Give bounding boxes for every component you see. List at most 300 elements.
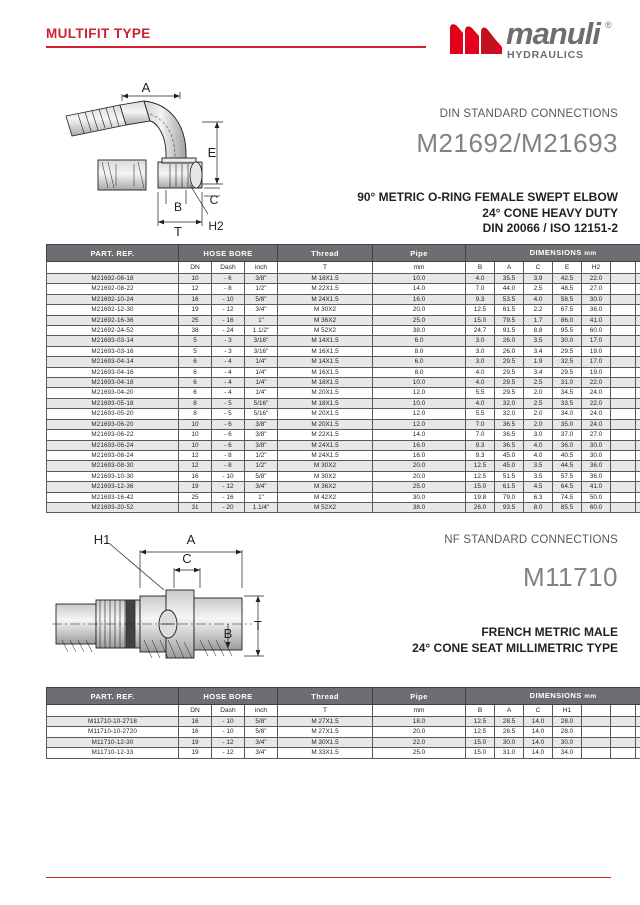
group-header-thread-2: Thread bbox=[278, 688, 373, 705]
table-cell: 22.0 bbox=[582, 398, 611, 408]
table-cell: 12.0 bbox=[373, 419, 466, 429]
table-cell: 79.5 bbox=[495, 315, 524, 325]
table-cell: 3/8" bbox=[245, 430, 278, 440]
table-cell: M 24X1.5 bbox=[278, 450, 373, 460]
french-metric-male-technical-drawing bbox=[52, 530, 284, 690]
table-cell: 34.5 bbox=[553, 388, 582, 398]
table-cell: 36.5 bbox=[495, 430, 524, 440]
table-cell: 1.9 bbox=[524, 357, 553, 367]
table-cell bbox=[636, 461, 640, 471]
table-cell: 10 bbox=[179, 430, 212, 440]
table-cell: 25.0 bbox=[373, 315, 466, 325]
sub-header-2-mm: mm bbox=[373, 705, 466, 717]
table-cell: 10.0 bbox=[373, 274, 466, 284]
table-cell: M 27X1.5 bbox=[278, 727, 373, 737]
table-cell: 2.5 bbox=[524, 398, 553, 408]
table-cell bbox=[636, 274, 640, 284]
table-cell: 20.0 bbox=[373, 461, 466, 471]
table-cell: 8 bbox=[179, 409, 212, 419]
table-cell: - 24 bbox=[212, 326, 245, 336]
table-row bbox=[47, 482, 640, 492]
table-cell: 10 bbox=[179, 274, 212, 284]
table-cell: 20.0 bbox=[373, 471, 466, 481]
table-cell: - 6 bbox=[212, 274, 245, 284]
table-cell bbox=[611, 430, 636, 440]
table-cell: 29.5 bbox=[495, 378, 524, 388]
table-cell bbox=[636, 717, 640, 727]
table-cell: 3/4" bbox=[245, 482, 278, 492]
table-cell: - 5 bbox=[212, 409, 245, 419]
table-cell: 6.3 bbox=[524, 492, 553, 502]
table-cell bbox=[636, 409, 640, 419]
table-cell: 19 bbox=[179, 748, 212, 758]
cell-part-ref: M21693-04-16 bbox=[47, 367, 179, 377]
table-cell: 16.0 bbox=[373, 440, 466, 450]
din-table-body bbox=[47, 274, 640, 513]
table-cell: 19.8 bbox=[466, 492, 495, 502]
sub-header-11 bbox=[611, 262, 636, 274]
table-cell: - 10 bbox=[212, 717, 245, 727]
nf-connections-table bbox=[46, 687, 640, 759]
table-cell: - 10 bbox=[212, 294, 245, 304]
table-cell: 4.0 bbox=[466, 274, 495, 284]
sub-header-2-12 bbox=[636, 705, 640, 717]
table-cell bbox=[636, 346, 640, 356]
table-cell: 3.5 bbox=[524, 461, 553, 471]
svg-text:B: B bbox=[223, 626, 233, 641]
sub-header-a: A bbox=[495, 262, 524, 274]
logo-subtitle: HYDRAULICS bbox=[507, 49, 584, 61]
cell-part-ref: M21693-08-30 bbox=[47, 461, 179, 471]
table-cell: 12.5 bbox=[466, 727, 495, 737]
table-cell: 18.0 bbox=[373, 717, 466, 727]
svg-text:A: A bbox=[141, 80, 151, 95]
table-cell: 1/2" bbox=[245, 450, 278, 460]
table-cell: - 3 bbox=[212, 346, 245, 356]
table-cell bbox=[636, 284, 640, 294]
table-group-header-row bbox=[47, 245, 640, 262]
table-cell: 16.0 bbox=[373, 294, 466, 304]
table-cell: 1/4" bbox=[245, 367, 278, 377]
table-cell: 8.0 bbox=[373, 346, 466, 356]
table-cell: 25.0 bbox=[373, 482, 466, 492]
table-row bbox=[47, 727, 640, 737]
table-cell: 36.0 bbox=[553, 440, 582, 450]
table-cell: - 5 bbox=[212, 398, 245, 408]
table-cell: M 18X1.5 bbox=[278, 398, 373, 408]
table-cell: 16.0 bbox=[373, 450, 466, 460]
table-row bbox=[47, 294, 640, 304]
table-cell: 9.3 bbox=[466, 440, 495, 450]
table-cell: 5/8" bbox=[245, 727, 278, 737]
table-cell: 35.0 bbox=[553, 419, 582, 429]
group-header-hose-bore-2: HOSE BORE bbox=[179, 688, 278, 705]
table-cell: 30.0 bbox=[373, 492, 466, 502]
table-cell: 3.4 bbox=[524, 367, 553, 377]
table-cell bbox=[611, 492, 636, 502]
table-cell: 30.0 bbox=[582, 450, 611, 460]
cell-part-ref: M21692-10-24 bbox=[47, 294, 179, 304]
table-row bbox=[47, 378, 640, 388]
table-cell bbox=[582, 727, 611, 737]
table-cell: 29.5 bbox=[495, 388, 524, 398]
table-cell: M 30X2 bbox=[278, 461, 373, 471]
cell-part-ref: M21693-04-20 bbox=[47, 388, 179, 398]
table-cell: - 12 bbox=[212, 482, 245, 492]
table-cell: 3/8" bbox=[245, 419, 278, 429]
table-cell: 12.5 bbox=[466, 461, 495, 471]
group-header-hose-bore: HOSE BORE bbox=[179, 245, 278, 262]
table-cell: 22.0 bbox=[582, 274, 611, 284]
table-cell: 36.5 bbox=[495, 419, 524, 429]
sub-header-inch: inch bbox=[245, 262, 278, 274]
table-row bbox=[47, 461, 640, 471]
table-cell: 6 bbox=[179, 357, 212, 367]
svg-text:H1: H1 bbox=[93, 532, 111, 547]
table-cell: 1" bbox=[245, 315, 278, 325]
table-cell: 10 bbox=[179, 440, 212, 450]
svg-text:C: C bbox=[182, 551, 192, 566]
table-cell: 6.0 bbox=[373, 336, 466, 346]
table-cell: 44.0 bbox=[495, 284, 524, 294]
table-cell bbox=[582, 737, 611, 747]
table-cell: 3/16" bbox=[245, 346, 278, 356]
table-cell bbox=[611, 326, 636, 336]
table-cell: 16 bbox=[179, 717, 212, 727]
table-cell bbox=[636, 398, 640, 408]
table-cell bbox=[636, 440, 640, 450]
sub-header-c: C bbox=[524, 262, 553, 274]
table-cell: 24.7 bbox=[466, 326, 495, 336]
table-cell: - 10 bbox=[212, 471, 245, 481]
table-cell bbox=[636, 482, 640, 492]
table-cell: 3.9 bbox=[524, 274, 553, 284]
table-cell: 4.0 bbox=[466, 398, 495, 408]
table-cell: 4.0 bbox=[466, 367, 495, 377]
table-cell bbox=[611, 450, 636, 460]
table-cell: 14.0 bbox=[373, 430, 466, 440]
section-1-code: M21692/M21693 bbox=[416, 128, 618, 158]
table-cell: 7.0 bbox=[466, 419, 495, 429]
table-cell: 16 bbox=[179, 294, 212, 304]
cell-part-ref: M11710-10-2718 bbox=[47, 717, 179, 727]
table-cell bbox=[611, 315, 636, 325]
table-row bbox=[47, 450, 640, 460]
sub-header-b: B bbox=[466, 262, 495, 274]
table-cell: 12.0 bbox=[373, 388, 466, 398]
table-cell: - 4 bbox=[212, 367, 245, 377]
table-cell: 14.0 bbox=[373, 284, 466, 294]
svg-text:T: T bbox=[174, 224, 182, 239]
table-cell bbox=[636, 737, 640, 747]
table-cell: 7.0 bbox=[466, 284, 495, 294]
sub-header-2-dn: DN bbox=[179, 705, 212, 717]
group-header-dimensions-2 bbox=[466, 688, 640, 705]
table-cell: 1.7 bbox=[524, 315, 553, 325]
table-cell: 1/4" bbox=[245, 378, 278, 388]
table-cell: 2.5 bbox=[524, 378, 553, 388]
group-header-pipe: Pipe bbox=[373, 245, 466, 262]
table-cell: 35.5 bbox=[495, 274, 524, 284]
table-cell: 32.0 bbox=[495, 398, 524, 408]
table-row bbox=[47, 357, 640, 367]
table-row bbox=[47, 430, 640, 440]
table-cell: 12.0 bbox=[373, 409, 466, 419]
sub-header-dash: Dash bbox=[212, 262, 245, 274]
sub-header-2-b: B bbox=[466, 705, 495, 717]
table-cell: 12 bbox=[179, 461, 212, 471]
sub-header-2-dash: Dash bbox=[212, 705, 245, 717]
table-row bbox=[47, 367, 640, 377]
table-cell bbox=[611, 305, 636, 315]
table-cell bbox=[611, 388, 636, 398]
cell-part-ref: M21693-06-20 bbox=[47, 419, 179, 429]
table-cell: 26.0 bbox=[495, 346, 524, 356]
table-cell bbox=[582, 717, 611, 727]
table-cell: 29.5 bbox=[495, 367, 524, 377]
table-cell: 5 bbox=[179, 336, 212, 346]
cell-part-ref: M21693-05-20 bbox=[47, 409, 179, 419]
table-cell: 41.0 bbox=[582, 482, 611, 492]
table-cell: M 16X1.5 bbox=[278, 346, 373, 356]
table-cell: 15.0 bbox=[466, 482, 495, 492]
table-cell: - 4 bbox=[212, 388, 245, 398]
cell-part-ref: M21693-10-30 bbox=[47, 471, 179, 481]
table-cell: 3/4" bbox=[245, 305, 278, 315]
table-cell bbox=[636, 419, 640, 429]
table-cell: 5/8" bbox=[245, 717, 278, 727]
table-cell: 5.5 bbox=[466, 409, 495, 419]
table-cell: 31.0 bbox=[495, 748, 524, 758]
cell-part-ref: M21693-12-36 bbox=[47, 482, 179, 492]
table-cell: 26.0 bbox=[495, 336, 524, 346]
cell-part-ref: M21693-08-24 bbox=[47, 450, 179, 460]
table-cell: M 24X1.5 bbox=[278, 294, 373, 304]
sub-header-e: E bbox=[553, 262, 582, 274]
table-cell: 4.0 bbox=[466, 378, 495, 388]
table-cell: 3.0 bbox=[466, 346, 495, 356]
table-cell: - 4 bbox=[212, 378, 245, 388]
table-cell: 2.2 bbox=[524, 305, 553, 315]
table-cell: 14.0 bbox=[524, 737, 553, 747]
table-cell: 28.5 bbox=[495, 717, 524, 727]
table-cell: 25 bbox=[179, 492, 212, 502]
table-cell: 7.0 bbox=[466, 430, 495, 440]
table-cell: 53.5 bbox=[495, 294, 524, 304]
table-cell: 10.0 bbox=[373, 398, 466, 408]
table-cell bbox=[611, 357, 636, 367]
table-cell: 2.5 bbox=[524, 284, 553, 294]
table-cell: M 22X1.5 bbox=[278, 430, 373, 440]
table-cell bbox=[636, 748, 640, 758]
table-cell: 36.5 bbox=[495, 440, 524, 450]
table-cell: 45.0 bbox=[495, 461, 524, 471]
table-cell: M 52X2 bbox=[278, 502, 373, 512]
table-cell bbox=[636, 430, 640, 440]
table-cell: 36.0 bbox=[582, 305, 611, 315]
table-cell: 29.5 bbox=[495, 357, 524, 367]
table-cell: 26.0 bbox=[466, 502, 495, 512]
table-cell: 38.0 bbox=[373, 326, 466, 336]
table-cell: 3.0 bbox=[466, 336, 495, 346]
table-cell: 40.5 bbox=[553, 450, 582, 460]
table-cell bbox=[636, 357, 640, 367]
group-header-dimensions-unit-2: mm bbox=[584, 693, 597, 700]
table-cell: 2.0 bbox=[524, 409, 553, 419]
table-cell: 30.0 bbox=[582, 294, 611, 304]
table-row bbox=[47, 326, 640, 336]
table-cell bbox=[636, 502, 640, 512]
table-cell: M 52X2 bbox=[278, 326, 373, 336]
table-cell: 8.0 bbox=[373, 367, 466, 377]
table-cell: 2.0 bbox=[524, 388, 553, 398]
table-cell: 86.0 bbox=[553, 315, 582, 325]
table-cell bbox=[636, 471, 640, 481]
table-cell: 1/2" bbox=[245, 461, 278, 471]
table-cell: 12 bbox=[179, 450, 212, 460]
table-cell: M 18X1.5 bbox=[278, 378, 373, 388]
table-cell bbox=[636, 378, 640, 388]
group-header-dimensions bbox=[466, 245, 640, 262]
table-cell: 37.0 bbox=[553, 430, 582, 440]
table-cell bbox=[611, 284, 636, 294]
table-cell: 17.0 bbox=[582, 357, 611, 367]
table-cell: - 6 bbox=[212, 430, 245, 440]
table-cell: 61.5 bbox=[495, 305, 524, 315]
table-cell: M 30X2 bbox=[278, 471, 373, 481]
table-cell: 27.0 bbox=[582, 430, 611, 440]
cell-part-ref: M21692-24-52 bbox=[47, 326, 179, 336]
table-cell: 6 bbox=[179, 367, 212, 377]
table-cell: M 20X1.5 bbox=[278, 409, 373, 419]
svg-text:B: B bbox=[173, 200, 183, 214]
table-cell: 2.0 bbox=[524, 419, 553, 429]
table-cell: 32.0 bbox=[495, 409, 524, 419]
section-1-drawing bbox=[58, 80, 278, 240]
logo-wordmark: manuli bbox=[506, 16, 600, 51]
table-cell: 12.5 bbox=[466, 717, 495, 727]
table-cell: M 20X1.5 bbox=[278, 388, 373, 398]
table-cell bbox=[636, 326, 640, 336]
svg-text:T: T bbox=[254, 618, 262, 633]
table-cell: 28.0 bbox=[553, 727, 582, 737]
table-cell: 4.0 bbox=[524, 294, 553, 304]
table-cell: M 24X1.5 bbox=[278, 440, 373, 450]
table-cell bbox=[611, 461, 636, 471]
table-cell bbox=[611, 409, 636, 419]
table-cell: 79.0 bbox=[495, 492, 524, 502]
table-cell bbox=[611, 717, 636, 727]
table-cell: - 8 bbox=[212, 450, 245, 460]
table-cell: 19.0 bbox=[582, 346, 611, 356]
table-cell: 51.5 bbox=[495, 471, 524, 481]
table-cell: 9.3 bbox=[466, 450, 495, 460]
table-cell: 12.5 bbox=[466, 471, 495, 481]
sub-header-2-t: T bbox=[278, 705, 373, 717]
table-cell: M 22X1.5 bbox=[278, 284, 373, 294]
table-row bbox=[47, 419, 640, 429]
svg-text:H2: H2 bbox=[208, 219, 224, 233]
table-cell bbox=[636, 305, 640, 315]
table-cell: 10.0 bbox=[373, 378, 466, 388]
sub-header-2-h1: H1 bbox=[553, 705, 582, 717]
cell-part-ref: M21692-08-22 bbox=[47, 284, 179, 294]
table-cell bbox=[636, 294, 640, 304]
table-cell bbox=[636, 492, 640, 502]
table-cell: - 16 bbox=[212, 492, 245, 502]
table-group-header-row-2 bbox=[47, 688, 640, 705]
table-cell: 93.5 bbox=[495, 502, 524, 512]
cell-part-ref: M21693-04-18 bbox=[47, 378, 179, 388]
section-2-description bbox=[412, 625, 618, 656]
table-cell bbox=[611, 378, 636, 388]
cell-part-ref: M21692-16-36 bbox=[47, 315, 179, 325]
table-cell: 12 bbox=[179, 284, 212, 294]
table-cell: 61.5 bbox=[495, 482, 524, 492]
footer-red-rule bbox=[46, 877, 611, 878]
table-cell bbox=[611, 482, 636, 492]
cell-part-ref: M21693-03-16 bbox=[47, 346, 179, 356]
table-cell: M 20X1.5 bbox=[278, 419, 373, 429]
table-cell: 36.0 bbox=[582, 461, 611, 471]
table-row bbox=[47, 748, 640, 758]
cell-part-ref: M21693-05-18 bbox=[47, 398, 179, 408]
table-cell: 15.0 bbox=[466, 748, 495, 758]
table-cell bbox=[611, 727, 636, 737]
table-cell: 24.0 bbox=[582, 409, 611, 419]
table-cell: 27.0 bbox=[582, 284, 611, 294]
table-cell: 19 bbox=[179, 482, 212, 492]
table-cell: 5 bbox=[179, 346, 212, 356]
table-cell: 1/4" bbox=[245, 388, 278, 398]
table-row bbox=[47, 471, 640, 481]
table-row bbox=[47, 315, 640, 325]
group-header-dimensions-unit: mm bbox=[584, 250, 597, 257]
section-1-table-wrapper bbox=[46, 244, 640, 513]
table-cell: 3/8" bbox=[245, 440, 278, 450]
logo-registered-mark: ® bbox=[605, 20, 612, 30]
sub-header-12 bbox=[636, 262, 640, 274]
table-cell: 19 bbox=[179, 737, 212, 747]
table-cell: 48.5 bbox=[553, 284, 582, 294]
group-header-thread: Thread bbox=[278, 245, 373, 262]
table-cell: 3.0 bbox=[524, 430, 553, 440]
table-cell: 10 bbox=[179, 419, 212, 429]
table-cell: 5/8" bbox=[245, 471, 278, 481]
table-cell bbox=[636, 450, 640, 460]
cell-part-ref: M21693-06-24 bbox=[47, 440, 179, 450]
manuli-logo bbox=[448, 18, 618, 64]
table-cell: 19 bbox=[179, 305, 212, 315]
table-sub-header-row-2 bbox=[47, 705, 640, 717]
manuli-m-icon bbox=[448, 22, 504, 56]
table-cell: 57.5 bbox=[553, 471, 582, 481]
group-header-pipe-2: Pipe bbox=[373, 688, 466, 705]
table-cell: 14.0 bbox=[524, 748, 553, 758]
table-cell bbox=[582, 748, 611, 758]
cell-part-ref: M11710-10-2720 bbox=[47, 727, 179, 737]
table-cell: 12.5 bbox=[466, 305, 495, 315]
cell-part-ref: M21693-04-14 bbox=[47, 357, 179, 367]
table-cell: 16 bbox=[179, 471, 212, 481]
table-cell: 34.0 bbox=[553, 748, 582, 758]
table-cell: 17.0 bbox=[582, 336, 611, 346]
table-cell bbox=[636, 388, 640, 398]
table-cell: M 30X2 bbox=[278, 305, 373, 315]
table-cell: 42.5 bbox=[553, 274, 582, 284]
table-cell: M 33X1.5 bbox=[278, 748, 373, 758]
table-cell: 22.0 bbox=[373, 737, 466, 747]
